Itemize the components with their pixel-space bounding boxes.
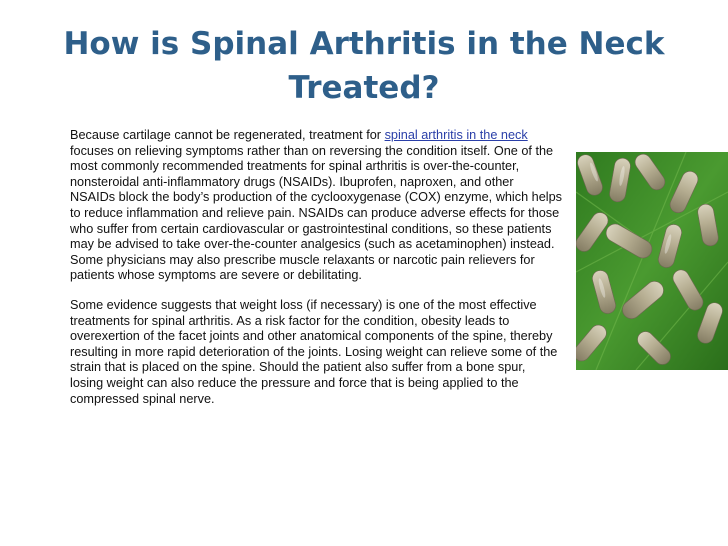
paragraph-treatment [70, 128, 562, 284]
spinal-arthritis-neck-link[interactable]: spinal arthritis in the neck [384, 128, 528, 142]
paragraph-1-intro: Because cartilage cannot be regenerated, treatment for [70, 128, 385, 142]
slide-title: How is Spinal Arthritis in the Neck Treated? [63, 26, 665, 106]
capsules-on-leaf-image [576, 152, 728, 370]
slide-body [70, 128, 562, 421]
paragraph-weight-loss: Some evidence suggests that weight loss (if necessary) is one of the most effective treatments for spinal arthritis. As a risk factor for the condition, obesity leads to overexertion of the facet joints and other anatomical components of the spine, thereby resulting in more rapid deterioration of the joints. Losing weight can relieve some of the strain that is placed on the spine. Should the patient also suffer from a bone spur, losing weight can also reduce the pressure and force that is being applied to the compressed spinal nerve. [70, 297, 558, 406]
capsules-photo [576, 152, 728, 370]
paragraph-1-rest: focuses on relieving symptoms rather than on reversing the condition itself. One of the most commonly recommended treatments for spinal arthritis is over-the-counter, nonsteroidal anti-inflammatory drugs (NSAIDs). Ibuprofen, naproxen, and other NSAIDs block the body’s production of the cyclooxygenase (COX) enzyme, which helps to reduce inflammation and relieve pain. NSAIDs can produce adverse effects for those who suffer from certain cardiovascular or gastrointestinal conditions, so these patients may be advised to take over-the-counter analgesics (such as acetaminophen) instead. Some physicians may also prescribe muscle relaxants or narcotic pain relievers for patients whose symptoms are severe or debilitating. [70, 143, 562, 283]
